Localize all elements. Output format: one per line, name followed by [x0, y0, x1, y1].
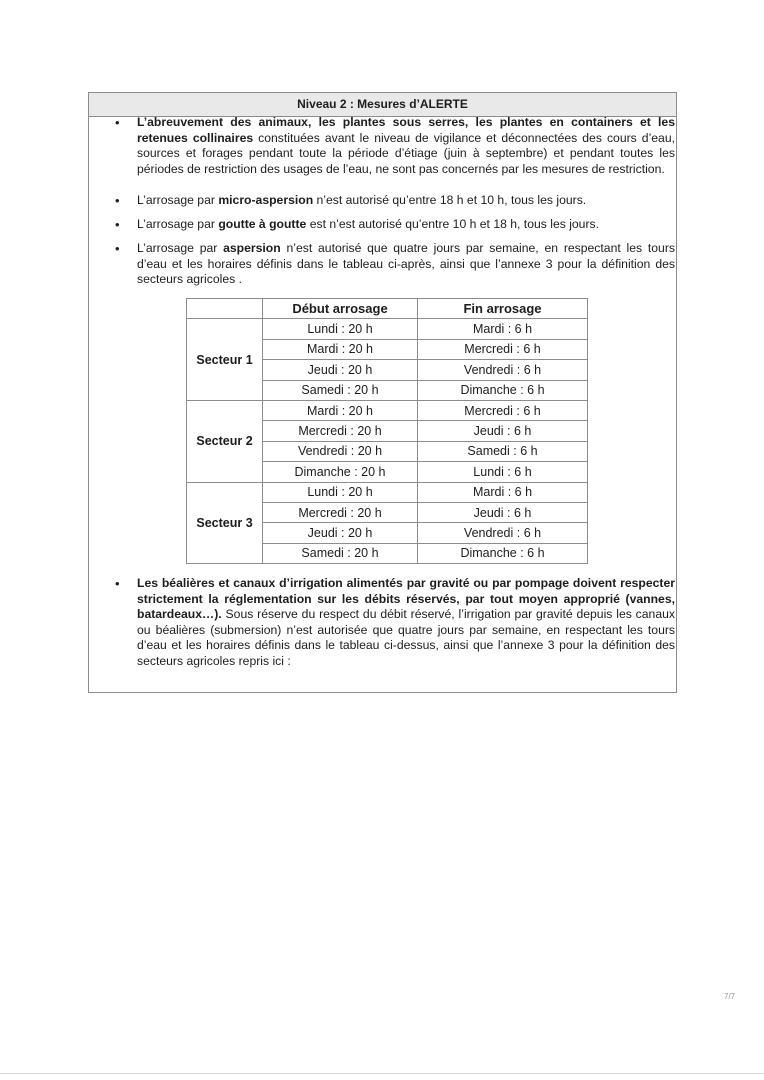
watering-schedule-table [186, 298, 588, 564]
start-cell: Lundi : 20 h [263, 482, 418, 502]
bullet-drip-irrigation [137, 217, 675, 233]
page-number: 7/7 [724, 992, 736, 1001]
sector-label: Secteur 3 [187, 482, 263, 564]
bullet-bold-text: Les béalières et canaux d’irrigation alimentés par gravité ou par pompage doivent respecter strictement la réglementation sur les débits réservés, par tout moyen approprié (vannes, batardeaux…). [137, 576, 675, 621]
start-cell: Dimanche : 20 h [263, 462, 418, 482]
table-row [187, 319, 588, 339]
start-cell: Jeudi : 20 h [263, 360, 418, 380]
bullet-aspersion [137, 241, 675, 288]
end-cell: Vendredi : 6 h [418, 523, 588, 543]
bullet-text-pre: L’arrosage par [137, 241, 224, 255]
start-cell: Mercredi : 20 h [263, 421, 418, 441]
start-cell: Samedi : 20 h [263, 543, 418, 563]
bullet-text-post: est n’est autorisé qu’entre 10 h et 18 h, tous les jours. [306, 217, 600, 231]
bullet-canals [137, 576, 675, 669]
alert-measures-box [88, 92, 677, 693]
start-cell: Samedi : 20 h [263, 380, 418, 400]
bottom-divider [0, 1073, 764, 1074]
start-cell: Mardi : 20 h [263, 339, 418, 359]
bullet-text-pre: L’arrosage par [137, 193, 219, 207]
table-header-end: Fin arrosage [418, 299, 588, 319]
end-cell: Lundi : 6 h [418, 462, 588, 482]
end-cell: Mardi : 6 h [418, 482, 588, 502]
end-cell: Samedi : 6 h [418, 441, 588, 461]
bullet-text-post: n’est autorisé que quatre jours par semaine, en respectant les tours d’eau et les horaires définis dans le tableau ci-après, ainsi que l’annexe 3 pour la définition des secteurs agricoles . [137, 241, 675, 286]
end-cell: Mardi : 6 h [418, 319, 588, 339]
sector-label: Secteur 1 [187, 319, 263, 401]
bullet-micro-aspersion [137, 193, 675, 209]
table-header-blank [187, 299, 263, 319]
end-cell: Vendredi : 6 h [418, 360, 588, 380]
end-cell: Jeudi : 6 h [418, 421, 588, 441]
start-cell: Mardi : 20 h [263, 400, 418, 420]
table-row [187, 400, 588, 420]
bullet-text-pre: L’arrosage par [137, 217, 219, 231]
bullet-bold-text: aspersion [223, 241, 281, 255]
start-cell: Mercredi : 20 h [263, 502, 418, 522]
bullet-text: Sous réserve du respect du débit réservé, l’irrigation par gravité depuis les canaux ou béalières (submersion) n’est autorisée que quatre jours par semaine, en respectant les tours d’eau et les horaires définis dans le tableau ci-dessus, ainsi que l’annexe 3 pour la définition des secteurs agricoles repris ici : [137, 607, 675, 668]
bullet-bold-text: goutte à goutte [218, 217, 307, 231]
end-cell: Dimanche : 6 h [418, 543, 588, 563]
sector-label: Secteur 2 [187, 400, 263, 482]
bullet-animal-watering [137, 115, 675, 177]
table-header-row [187, 299, 588, 319]
end-cell: Jeudi : 6 h [418, 502, 588, 522]
end-cell: Dimanche : 6 h [418, 380, 588, 400]
start-cell: Lundi : 20 h [263, 319, 418, 339]
end-cell: Mercredi : 6 h [418, 339, 588, 359]
end-cell: Mercredi : 6 h [418, 400, 588, 420]
bullet-text-post: n’est autorisé qu’entre 18 h et 10 h, tous les jours. [313, 193, 587, 207]
table-header-start: Début arrosage [263, 299, 418, 319]
bullet-text: constituées avant le niveau de vigilance et déconnectées des cours d’eau, sources et forages pendant toute la période d’étiage (juin à septembre) et pendant toutes les périodes de restriction des usages de l’eau, ne sont pas concernés par les mesures de restriction. [137, 130, 675, 176]
section-title: Niveau 2 : Mesures d’ALERTE [89, 93, 676, 117]
start-cell: Jeudi : 20 h [263, 523, 418, 543]
table-row [187, 482, 588, 502]
bullet-bold-text: L’abreuvement des animaux, les plantes sous serres, les plantes en containers et les retenues collinaires [137, 115, 675, 145]
start-cell: Vendredi : 20 h [263, 441, 418, 461]
bullet-bold-text: micro-aspersion [218, 193, 314, 207]
